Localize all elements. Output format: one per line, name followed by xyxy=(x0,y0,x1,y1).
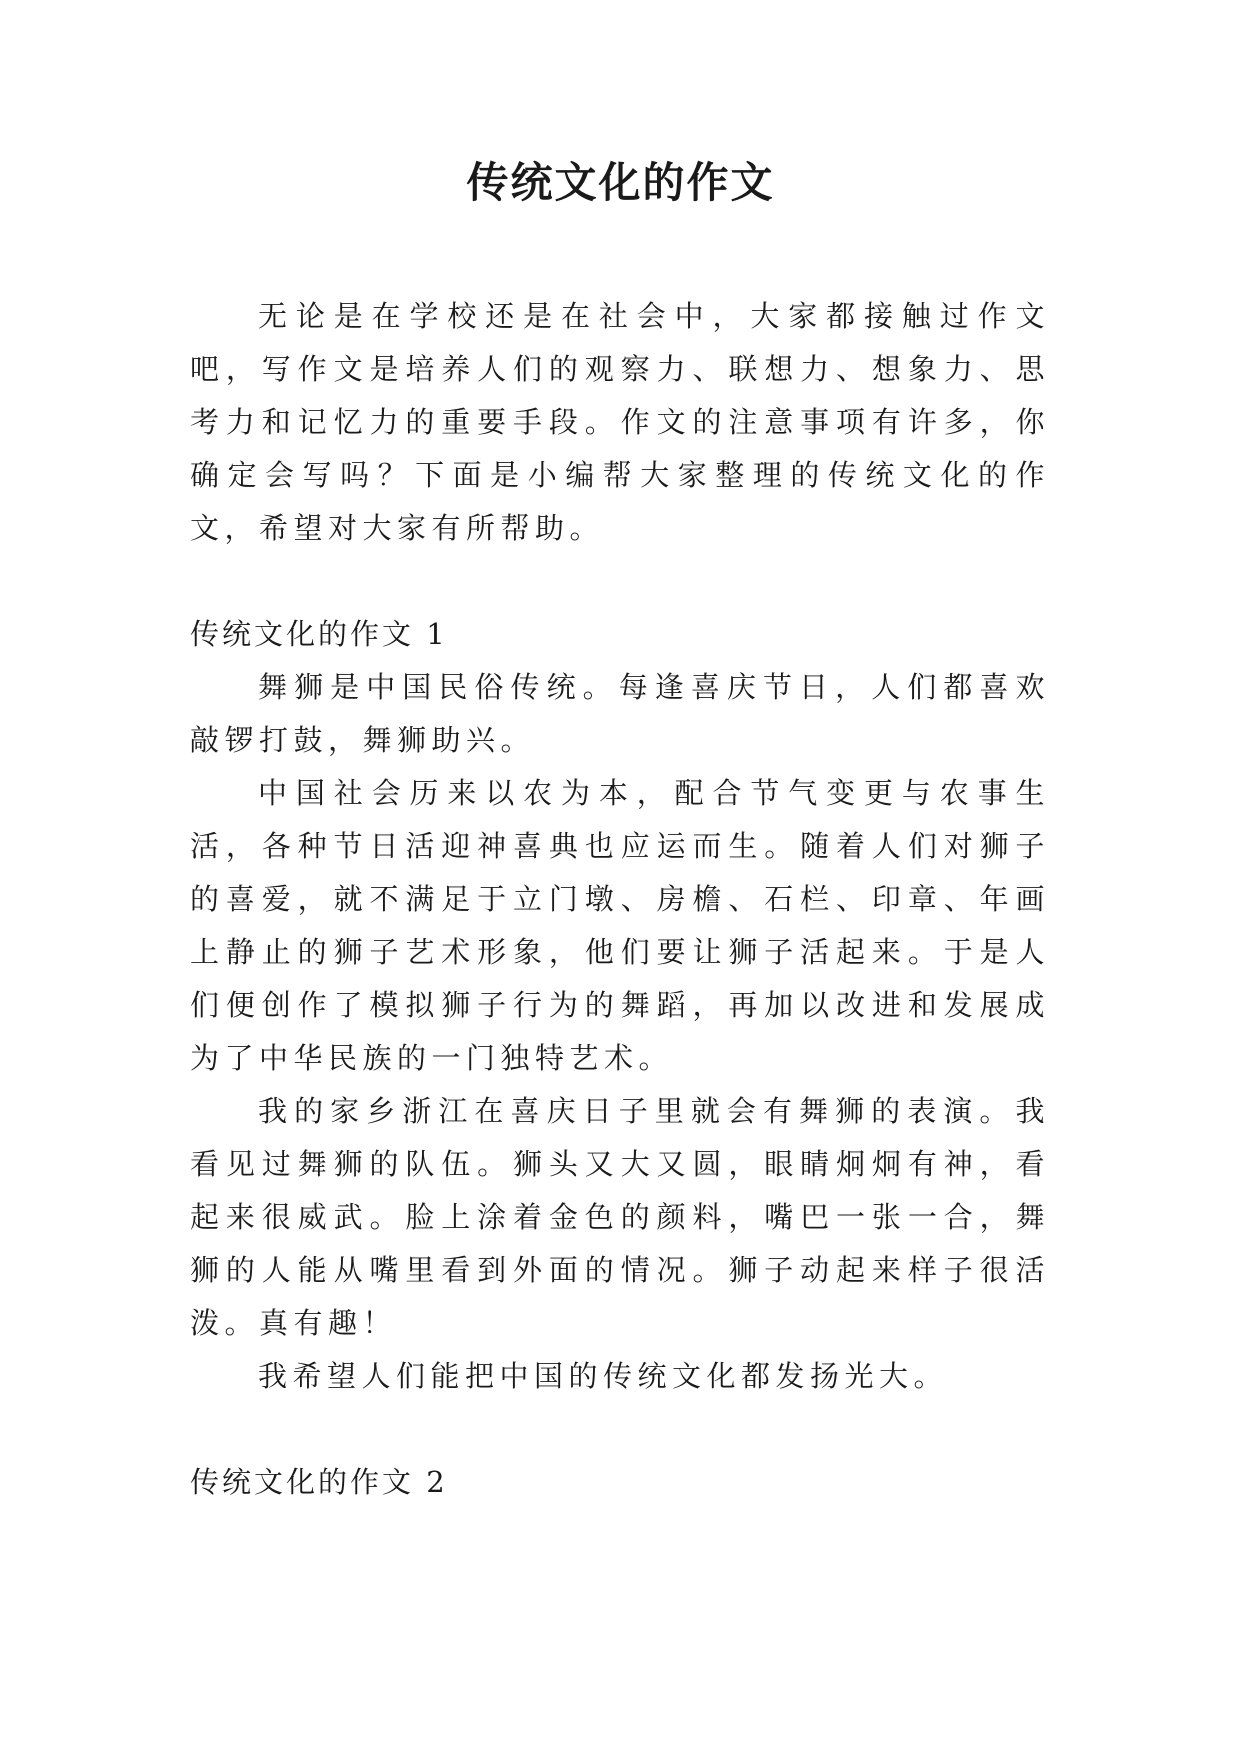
document-title: 传统文化的作文 xyxy=(466,158,775,207)
document-body xyxy=(190,290,1050,1509)
section-1-paragraph-4: 我希望人们能把中国的传统文化都发扬光大。 xyxy=(258,1359,949,1393)
intro-paragraph: 无论是在学校还是在社会中，大家都接触过作文吧，写作文是培养人们的观察力、联想力、想象力、思考力和记忆力的重要手段。作文的注意事项有许多，你确定会写吗？下面是小编帮大家整理的传统文化的作文，希望对大家有所帮助。 xyxy=(190,299,1050,545)
section-1-paragraph-3: 我的家乡浙江在喜庆日子里就会有舞狮的表演。我看见过舞狮的队伍。狮头又大又圆，眼睛炯炯有神，看起来很威武。脸上涂着金色的颜料，嘴巴一张一合，舞狮的人能从嘴里看到外面的情况。狮子动起来样子很活泼。真有趣！ xyxy=(190,1094,1050,1340)
section-heading-1: 传统文化的作文 1 xyxy=(190,617,448,651)
section-1-paragraph-1: 舞狮是中国民俗传统。每逢喜庆节日，人们都喜欢敲锣打鼓，舞狮助兴。 xyxy=(190,670,1050,757)
section-heading-2: 传统文化的作文 2 xyxy=(190,1465,448,1499)
section-1-paragraph-2: 中国社会历来以农为本，配合节气变更与农事生活，各种节日活迎神喜典也应运而生。随着人们对狮子的喜爱，就不满足于立门墩、房檐、石栏、印章、年画上静止的狮子艺术形象，他们要让狮子活起来。于是人们便创作了模拟狮子行为的舞蹈，再加以改进和发展成为了中华民族的一门独特艺术。 xyxy=(190,776,1050,1075)
